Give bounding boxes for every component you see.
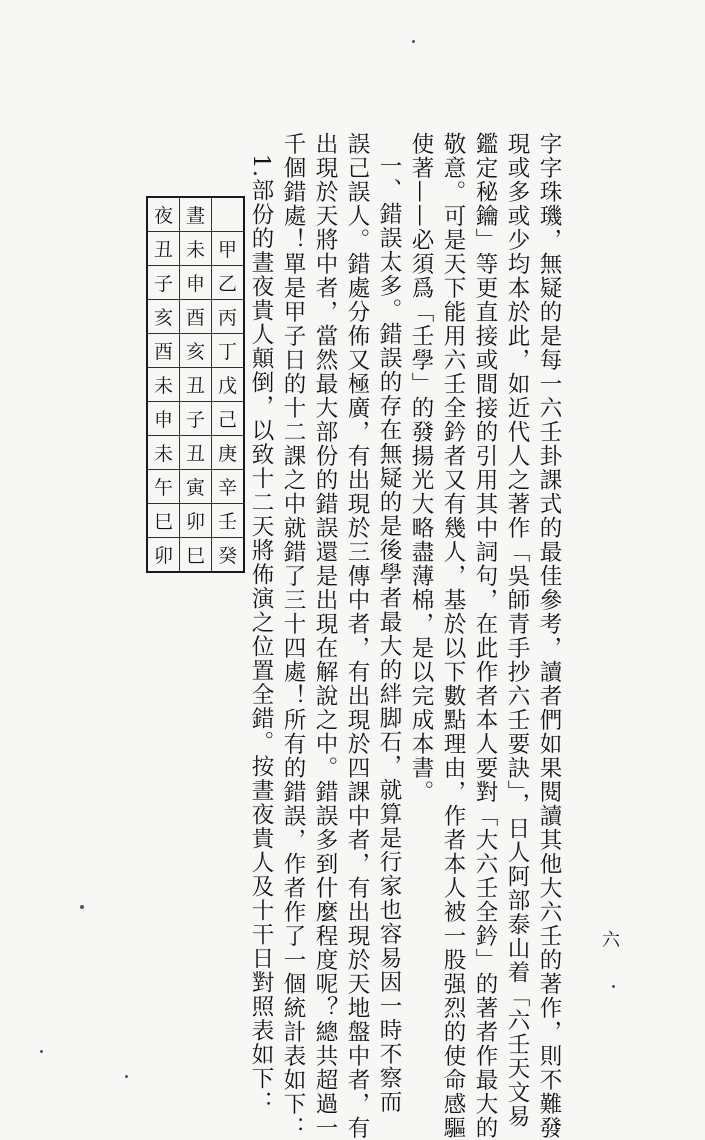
day-noble-cell: 子 <box>180 402 212 436</box>
speck <box>40 1050 43 1053</box>
table-row <box>147 470 244 504</box>
speck <box>612 985 615 988</box>
table-row <box>147 300 244 334</box>
speck <box>412 40 415 43</box>
table-row <box>147 538 244 573</box>
night-noble-cell: 未 <box>147 436 180 470</box>
text-column-1: 字字珠璣，無疑的是每一六壬卦課式的最佳參考，讀者們如果閱讀其他大六壬的著作，則不難發 <box>536 132 562 1140</box>
text-column-8: 出現於天將中者，當然最大部份的錯誤還是出現在解說之中。錯誤多到什麼程度呢？總共超過一 <box>312 132 338 1140</box>
table-header-cell: 晝 <box>180 197 212 232</box>
table-row <box>147 504 244 538</box>
day-noble-cell: 丑 <box>180 436 212 470</box>
table-row <box>147 368 244 402</box>
speck <box>125 1075 128 1078</box>
stem-cell: 乙 <box>212 266 245 300</box>
text-column-5: 使著——必須爲「壬學」的發揚光大略盡薄棉，是以完成本書。 <box>408 132 434 804</box>
stem-cell: 丙 <box>212 300 245 334</box>
text-column-6: 一、錯誤太多。錯誤的存在無疑的是後學者最大的絆脚石，就算是行家也容易因一時不察而 <box>376 154 402 1114</box>
page-number: 六 <box>599 930 620 948</box>
stem-cell: 辛 <box>212 470 245 504</box>
night-noble-cell: 子 <box>147 266 180 300</box>
day-noble-cell: 申 <box>180 266 212 300</box>
day-noble-cell: 巳 <box>180 538 212 573</box>
night-noble-cell: 申 <box>147 402 180 436</box>
night-noble-cell: 巳 <box>147 504 180 538</box>
night-noble-cell: 丑 <box>147 232 180 266</box>
text-column-9: 千個錯處！單是甲子日的十二課之中就錯了三十四處！所有的錯誤，作者作了一個統計表如下： <box>280 132 306 1140</box>
stem-cell: 癸 <box>212 538 245 573</box>
day-noble-cell: 丑 <box>180 368 212 402</box>
stem-cell: 戊 <box>212 368 245 402</box>
body-text <box>245 132 565 1140</box>
stem-cell: 庚 <box>212 436 245 470</box>
day-noble-cell: 寅 <box>180 470 212 504</box>
table-row <box>147 436 244 470</box>
day-noble-cell: 亥 <box>180 334 212 368</box>
stem-cell: 己 <box>212 402 245 436</box>
day-noble-cell: 卯 <box>180 504 212 538</box>
text-column-4: 敬意。可是天下能用六壬全鈐者又有幾人，基於以下數點理由，作者本人被一股强烈的使命感驅 <box>440 132 466 1140</box>
stem-table <box>146 196 245 573</box>
speck <box>80 905 84 909</box>
text-column-2: 現或多或少均本於此，如近代人之著作「吳師青手抄六壬要訣」，日人阿部泰山着「六壬天文易 <box>504 132 530 1129</box>
stem-cell: 甲 <box>212 232 245 266</box>
table-row <box>147 334 244 368</box>
night-noble-cell: 卯 <box>147 538 180 573</box>
text-column-7: 誤己誤人。錯處分佈又極廣，有出現於三傳中者，有出現於四課中者，有出現於天地盤中者，有 <box>344 132 370 1140</box>
table-row <box>147 402 244 436</box>
table-header-cell <box>212 197 245 232</box>
table-row <box>147 266 244 300</box>
day-noble-cell: 未 <box>180 232 212 266</box>
table-row <box>147 232 244 266</box>
stem-cell: 丁 <box>212 334 245 368</box>
night-noble-cell: 亥 <box>147 300 180 334</box>
stem-cell: 壬 <box>212 504 245 538</box>
table-header-row <box>147 197 244 232</box>
night-noble-cell: 酉 <box>147 334 180 368</box>
text-column-10: 1.部份的晝夜貴人顛倒，以致十二天將佈演之位置全錯。按晝夜貴人及十干日對照表如下： <box>248 154 274 1115</box>
day-night-noble-table <box>146 196 245 573</box>
day-noble-cell: 酉 <box>180 300 212 334</box>
table-header-cell: 夜 <box>147 197 180 232</box>
night-noble-cell: 未 <box>147 368 180 402</box>
night-noble-cell: 午 <box>147 470 180 504</box>
text-column-3: 鑑定秘鑰」等更直接或間接的引用其中詞句，在此作者本人要對「大六壬全鈐」的著者作最大的 <box>472 132 498 1140</box>
